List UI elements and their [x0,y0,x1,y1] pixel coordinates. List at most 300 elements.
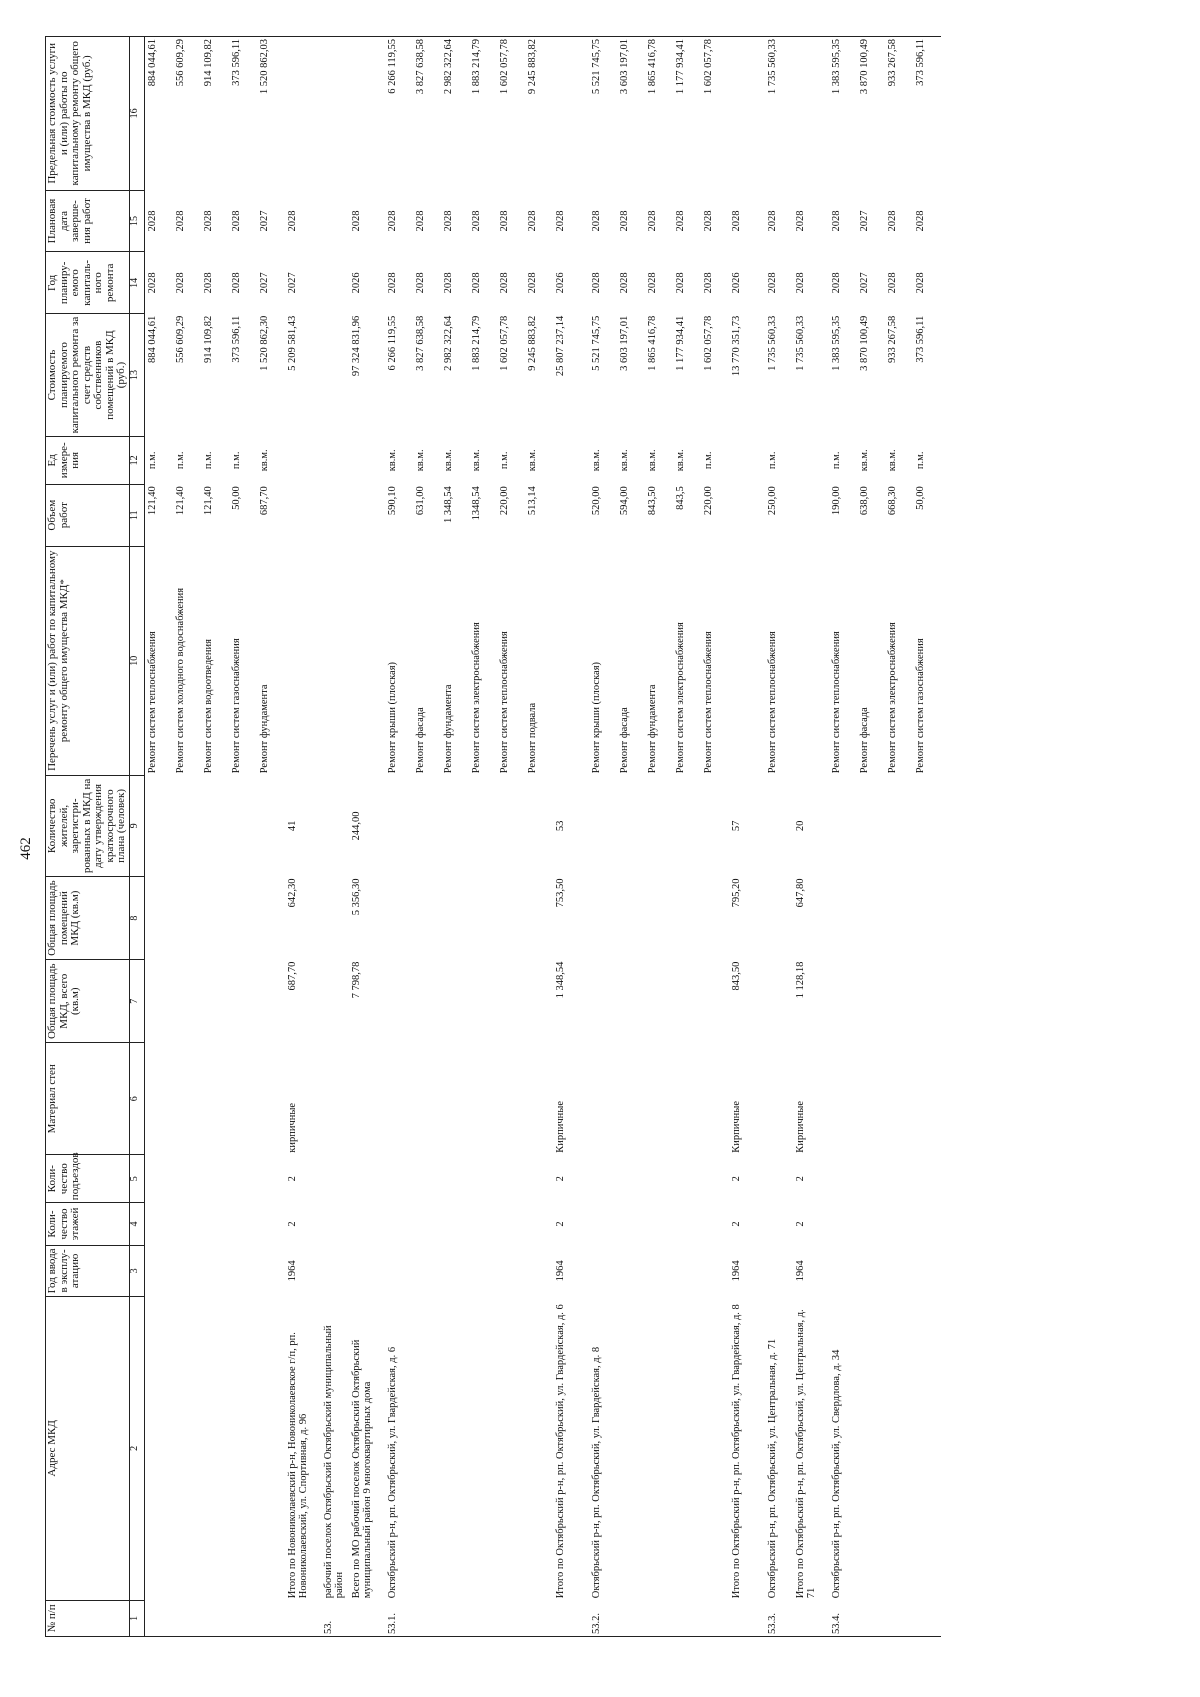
table-cell [793,546,829,775]
table-cell [497,877,525,960]
table-cell: Кирпичные [554,1101,566,1153]
table-cell: 1964 [794,1260,806,1282]
column-number: 8 [129,877,144,960]
table-cell: 556 609,29 [173,37,201,191]
table-cell [617,775,645,876]
table-cell [173,1203,201,1246]
table-cell [885,1155,913,1203]
table-cell: 2028 [202,272,214,294]
table-cell: 2028 [702,272,714,294]
table-cell: 7 798,78 [350,961,362,999]
table-cell: 884 044,61 [144,37,173,191]
table-cell: 2028 [674,272,686,294]
table-cell [469,1155,497,1203]
table-cell [729,436,765,484]
table-cell: 244,00 [350,811,362,841]
table-cell: 2028 [146,210,158,232]
table-cell [857,1043,885,1155]
table-body [144,37,941,1637]
table-cell: 2028 [730,210,742,232]
table-cell [413,775,441,876]
table-cell [765,960,793,1043]
table-cell: 20 [794,820,806,832]
table-cell: 2028 [830,272,842,294]
table-cell [321,775,349,876]
table-cell: 2 982 322,64 [442,315,454,371]
table-cell: Кирпичные [730,1101,742,1153]
table-cell [673,1203,701,1246]
table-cell: 1 865 416,78 [645,37,673,191]
table-cell [497,775,525,876]
table-cell [321,252,349,314]
table-cell [729,1600,765,1636]
table-cell [385,960,413,1043]
table-cell [349,1203,385,1246]
table-cell [553,546,589,775]
table-cell [617,1155,645,1203]
table-cell: 2 [554,1176,566,1182]
table-cell [673,960,701,1043]
table-cell [201,775,229,876]
table-cell [385,1043,413,1155]
table-cell [645,775,673,876]
table-cell: 373 596,11 [229,37,257,191]
table-row [525,37,553,1637]
table-cell [349,1245,385,1296]
table-cell [645,1203,673,1246]
table-cell: 2026 [730,272,742,294]
table-cell [441,1245,469,1296]
table-row [553,37,589,1637]
table-cell [589,775,617,876]
table-cell [589,1155,617,1203]
table-cell: рабочий поселок Октябрьский Октябрьский муниципальный район [322,1325,345,1599]
table-cell [413,877,441,960]
table-cell [229,1600,257,1636]
table-cell [885,1043,913,1155]
table-cell [229,960,257,1043]
table-cell: Ремонт систем теплоснабжения [498,631,510,774]
table-cell: 1 520 862,30 [258,315,270,371]
table-cell [173,1043,201,1155]
table-cell [729,37,765,191]
table-cell: 520,00 [590,486,602,516]
table-cell [829,1203,857,1246]
table-cell [673,1296,701,1600]
table-cell: 2028 [470,272,482,294]
table-row [349,37,385,1637]
column-number: 10 [129,546,144,775]
table-cell: п.м. [498,451,510,470]
table-cell [321,1155,349,1203]
table-cell: Ремонт подвала [526,702,538,774]
table-row [617,37,645,1637]
table-cell [173,877,201,960]
table-cell: 843,5 [674,486,686,510]
table-cell [701,960,729,1043]
table-cell: 5 521 745,75 [590,315,602,371]
table-cell: 3 827 638,58 [414,315,426,371]
column-number: 3 [129,1245,144,1296]
table-cell: 1 177 934,41 [674,315,686,371]
table-cell [701,1043,729,1155]
table-cell: 638,00 [858,486,870,516]
table-cell [144,1203,173,1246]
table-cell [144,1155,173,1203]
column-number: 14 [129,252,144,314]
table-cell: 1 128,18 [794,961,806,999]
table-cell [645,1600,673,1636]
table-cell [645,1245,673,1296]
table-cell [441,1203,469,1246]
table-cell [497,960,525,1043]
table-cell [469,1043,497,1155]
table-cell [201,1296,229,1600]
table-cell [729,484,765,546]
table-cell: 2 [554,1221,566,1227]
table-cell: кв.м. [674,449,686,472]
table-cell: 2028 [702,210,714,232]
table-cell [829,1155,857,1203]
table-cell: 2027 [258,272,270,294]
table-cell: Ремонт крыши (плоская) [590,661,602,774]
table-row [793,37,829,1637]
table-cell: 1 602 057,78 [702,315,714,371]
column-header: Перечень услуг и (или) работ по капитальному ремонту общего имущества МКД* [46,546,130,775]
table-cell [285,484,321,546]
table-cell: 53.4. [829,1600,857,1636]
table-cell [589,1203,617,1246]
table-cell [229,1203,257,1246]
table-cell [913,1296,941,1600]
table-cell [497,1043,525,1155]
table-cell: 843,50 [646,486,658,516]
column-header: Коли-чество подъездов [46,1155,130,1203]
table-cell: 2028 [286,210,298,232]
table-cell [525,1245,553,1296]
table-cell [701,775,729,876]
table-cell [729,546,765,775]
table-cell: 556 609,29 [174,315,186,363]
table-cell: 2028 [646,210,658,232]
table-cell [441,1043,469,1155]
table-cell: 1 865 416,78 [646,315,658,371]
table-cell: 2028 [386,210,398,232]
table-cell: Итого по Новониколаевский р-н, Новониколаевское г/п, рп. Новониколаевский, ул. Спортивная, д. 96 [286,1332,309,1599]
table-cell [617,1203,645,1246]
table-cell: 2028 [830,210,842,232]
table-cell [173,775,201,876]
table-cell [321,546,349,775]
table-cell [765,1043,793,1155]
table-cell: 3 603 197,01 [617,37,645,191]
table-cell [349,37,385,191]
table-cell: 2028 [526,210,538,232]
table-cell [857,877,885,960]
table-cell [349,436,385,484]
table-cell: 9 245 883,82 [526,315,538,371]
table-cell [413,1043,441,1155]
table-cell: 1 735 560,33 [765,37,793,191]
table-cell [441,775,469,876]
table-cell: 373 596,11 [914,315,926,363]
table-cell: 2027 [858,210,870,232]
table-cell [885,960,913,1043]
table-cell: 1 883 214,79 [470,315,482,371]
table-cell: 1 348,54 [442,486,454,524]
table-cell: 53. [321,1600,349,1636]
table-cell: Ремонт систем газоснабжения [914,638,926,774]
table-cell: 2028 [674,210,686,232]
table-cell [885,1245,913,1296]
table-cell: 6 266 119,55 [385,37,413,191]
table-cell: кв.м. [590,449,602,472]
table-cell: 933 267,58 [886,315,898,363]
table-cell [144,1245,173,1296]
table-cell [525,1203,553,1246]
table-cell [385,775,413,876]
table-cell: 1 883 214,79 [469,37,497,191]
table-row [645,37,673,1637]
table-cell: Всего по МО рабочий поселок Октябрьский Октябрьский муниципальный район 9 многоквартирных дома [350,1339,373,1599]
table-cell [793,1600,829,1636]
table-row [469,37,497,1637]
table-cell: 513,14 [526,486,538,516]
table-cell: 590,10 [386,486,398,516]
table-cell: Ремонт фундамента [646,684,658,774]
table-cell [525,775,553,876]
table-cell [617,1600,645,1636]
table-cell: 2028 [498,272,510,294]
table-cell: 9 245 883,82 [525,37,553,191]
table-row [257,37,285,1637]
table-cell: 2028 [618,272,630,294]
table-cell: Ремонт фундамента [442,684,454,774]
table-cell [229,877,257,960]
table-cell [385,1203,413,1246]
table-cell [385,1245,413,1296]
table-cell [413,960,441,1043]
table-cell [673,1043,701,1155]
table-cell [701,1296,729,1600]
table-header [46,37,145,1637]
table-cell [413,1296,441,1600]
table-row [673,37,701,1637]
table-cell: 2028 [202,210,214,232]
table-cell [173,1296,201,1600]
table-cell: п.м. [914,451,926,470]
table-cell: Октябрьский р-н, рп. Октябрьский, ул. Гвардейская, д. 6 [386,1346,398,1599]
table-cell: 2028 [766,210,778,232]
table-cell: Ремонт систем теплоснабжения [766,631,778,774]
table-cell: Ремонт фасада [858,707,870,774]
table-cell [765,1155,793,1203]
table-cell [173,960,201,1043]
table-cell [857,1203,885,1246]
table-cell: 668,30 [886,486,898,516]
table-cell [765,775,793,876]
column-number: 9 [129,775,144,876]
table-cell [617,1043,645,1155]
table-cell [885,1296,913,1600]
table-cell: 373 596,11 [913,37,941,191]
table-cell [617,877,645,960]
table-cell [645,877,673,960]
table-cell [497,1203,525,1246]
table-cell [385,877,413,960]
table-cell: Ремонт фасада [414,707,426,774]
table-cell: 6 266 119,55 [386,315,398,371]
table-row [829,37,857,1637]
table-cell [469,775,497,876]
table-cell: кв.м. [526,449,538,472]
table-cell [441,1296,469,1600]
table-cell [229,775,257,876]
table-cell [857,960,885,1043]
column-number: 13 [129,314,144,437]
table-cell: 1 735 560,33 [794,315,806,371]
table-row [173,37,201,1637]
column-number: 2 [129,1296,144,1600]
table-row [885,37,913,1637]
table-cell: 53.2. [589,1600,617,1636]
table-cell [857,775,885,876]
column-header: Количество жителей, зарегистри-рованных в МКД на дату утверждения краткосрочного плана (человек) [46,775,130,876]
table-cell: 2028 [590,210,602,232]
table-cell: 2028 [230,272,242,294]
table-cell: 13 770 351,73 [730,315,742,377]
table-cell [525,877,553,960]
table-cell: 2028 [646,272,658,294]
table-cell: 220,00 [498,486,510,516]
table-cell: 2028 [386,272,398,294]
column-header: Год планиру-емого капиталь-ного ремонта [46,252,130,314]
column-header: Материал стен [46,1043,130,1155]
table-cell: кв.м. [386,449,398,472]
table-cell: 1 383 595,35 [829,37,857,191]
table-row [765,37,793,1637]
table-cell: 1964 [554,1260,566,1282]
table-cell: п.м. [202,451,214,470]
table-cell [285,436,321,484]
table-cell: кв.м. [886,449,898,472]
column-header: Стоимость планируемого капитального ремонта за счет средств собственников помещений в МКД (руб.) [46,314,130,437]
table-cell: 373 596,11 [230,315,242,363]
table-cell [321,960,349,1043]
table-cell [913,960,941,1043]
table-cell [525,1155,553,1203]
table-cell: Ремонт систем электроснабжения [470,622,482,774]
table-row [385,37,413,1637]
table-cell [441,877,469,960]
table-cell: 50,00 [914,486,926,510]
column-number: 6 [129,1043,144,1155]
table-row [701,37,729,1637]
table-cell: п.м. [230,451,242,470]
table-cell: 3 870 100,49 [857,37,885,191]
table-cell: 250,00 [766,486,778,516]
table-cell [201,1155,229,1203]
table-cell [645,1043,673,1155]
column-number: 15 [129,190,144,252]
table-cell: кв.м. [646,449,658,472]
table-cell: Октябрьский р-н, рп. Октябрьский, ул. Центральная, д. 71 [766,1338,778,1599]
table-cell [173,1155,201,1203]
table-cell: 642,30 [286,878,298,908]
table-cell: Итого по Октябрьский р-н, рп. Октябрьский, ул. Гвардейская, д. 8 [730,1304,742,1599]
table-cell [645,1296,673,1600]
table-cell: 884 044,61 [146,315,158,363]
table-cell [913,877,941,960]
table-cell [285,1600,321,1636]
table-cell: 2028 [794,210,806,232]
table-cell [829,1245,857,1296]
table-cell: Ремонт систем холодного водоснабжения [174,587,186,774]
table-cell [829,775,857,876]
column-header: № п/п [46,1600,130,1636]
table-cell: 2028 [914,210,926,232]
table-row [201,37,229,1637]
table-row [321,37,349,1637]
table-cell [321,190,349,252]
table-cell [913,1155,941,1203]
table-cell: 2 [794,1221,806,1227]
table-cell: 2027 [286,272,298,294]
column-header: Год ввода в эксплу-атацию [46,1245,130,1296]
table-cell: 121,40 [174,486,186,516]
table-cell [201,1245,229,1296]
table-cell: 2028 [230,210,242,232]
table-cell: 2028 [794,272,806,294]
column-number: 5 [129,1155,144,1203]
table-cell: кв.м. [414,449,426,472]
table-row [229,37,257,1637]
table-cell [257,960,285,1043]
table-cell: Ремонт систем теплоснабжения [146,631,158,774]
table-cell [144,775,173,876]
table-cell [701,1203,729,1246]
column-header: Адрес МКД [46,1296,130,1600]
table-cell [413,1155,441,1203]
table-cell [349,1600,385,1636]
table-cell: 2 [286,1176,298,1182]
table-cell: 57 [730,820,742,832]
table-cell [441,960,469,1043]
table-cell [765,1245,793,1296]
table-cell: п.м. [702,451,714,470]
table-cell [701,877,729,960]
table-cell: 2 [730,1176,742,1182]
column-header: Общая площадь МКД, всего (кв.м) [46,960,130,1043]
table-cell [857,1155,885,1203]
table-cell: 2 [730,1221,742,1227]
table-cell [321,1043,349,1155]
table-cell [913,775,941,876]
table-row [857,37,885,1637]
table-cell [645,1155,673,1203]
table-cell [201,1043,229,1155]
table-cell: 2028 [442,272,454,294]
table-cell [144,1296,173,1600]
table-cell: кирпичные [286,1102,298,1153]
table-cell: 594,00 [618,486,630,516]
table-cell [321,436,349,484]
table-cell: п.м. [174,451,186,470]
table-cell: кв.м. [258,449,270,472]
table-cell: 933 267,58 [885,37,913,191]
table-cell [829,1043,857,1155]
table-cell: 2027 [258,210,270,232]
